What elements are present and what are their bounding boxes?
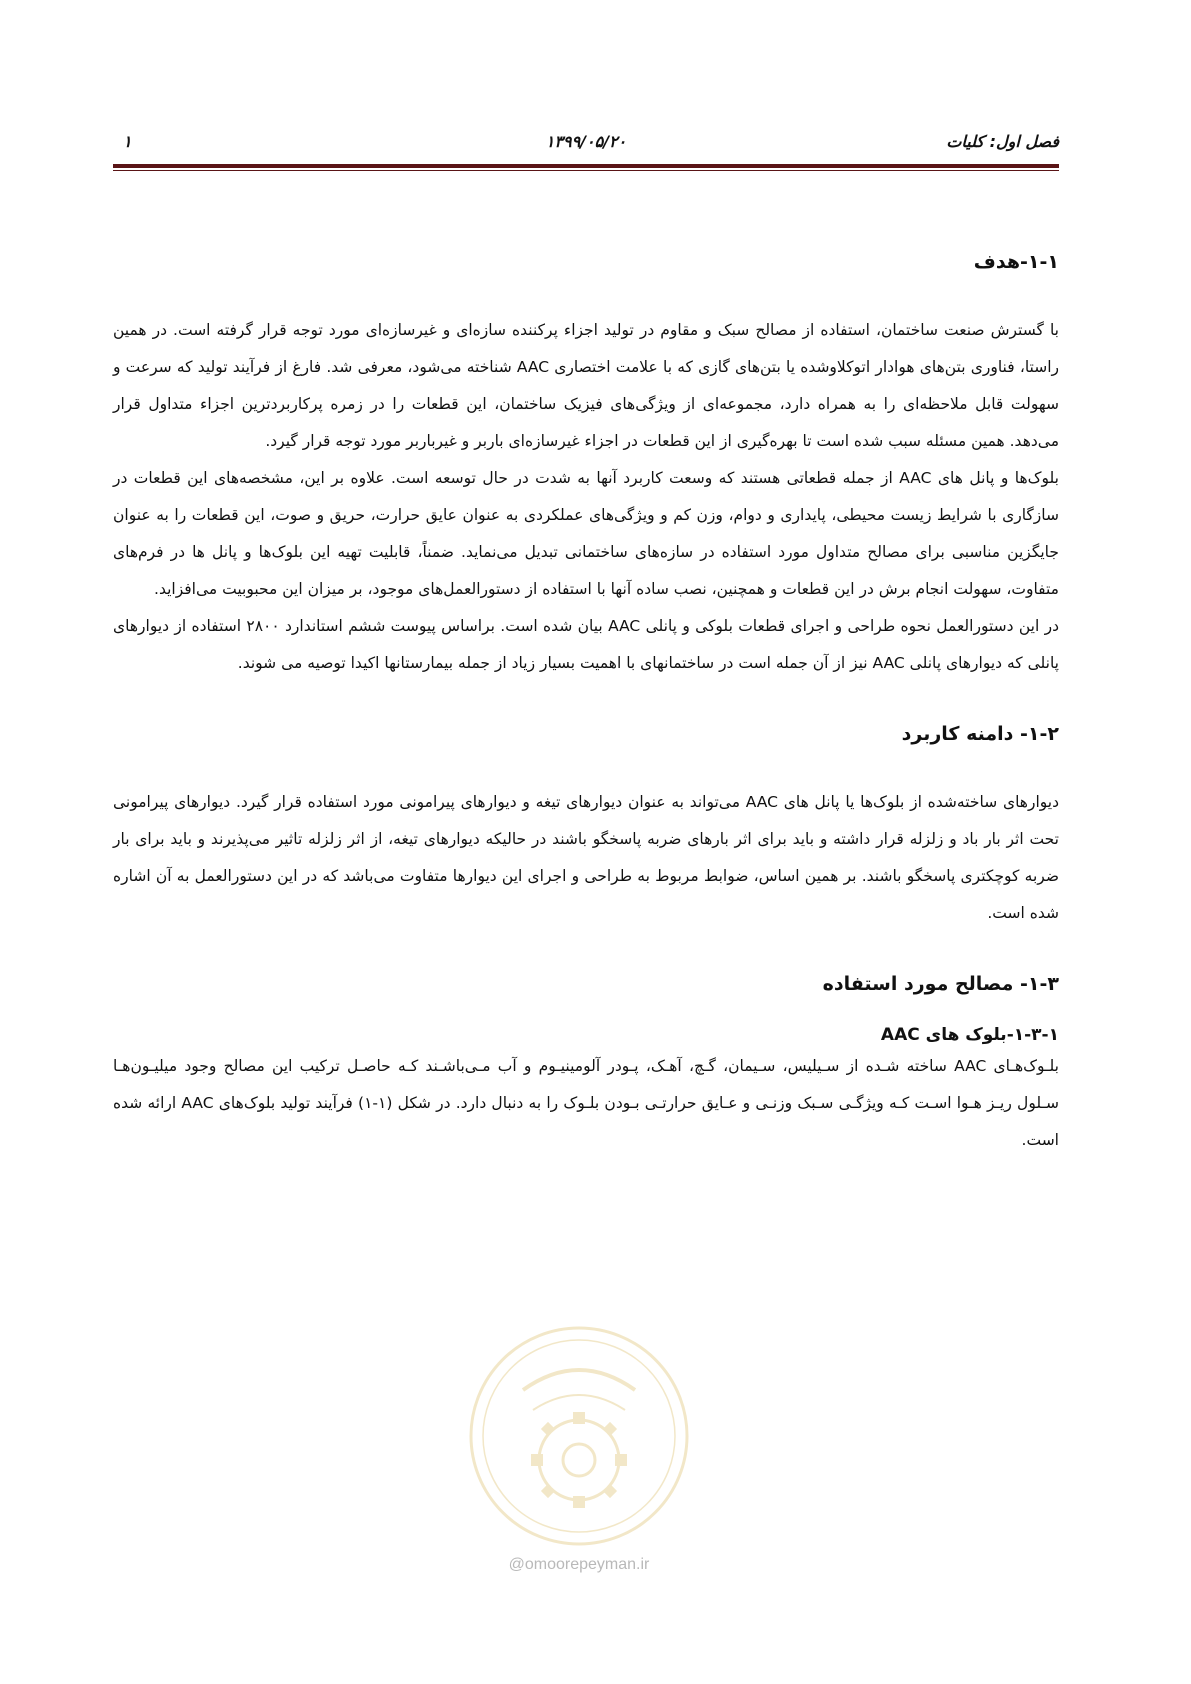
subsection-heading-aac-blocks: ۱-۳-۱-بلوک های AAC [880,1025,1059,1045]
section-heading-materials: ۱-۳- مصالح مورد استفاده [822,973,1059,995]
header-date: ۱۳۹۹/۰۵/۲۰ [545,132,627,151]
section-heading-scope: ۱-۲- دامنه کاربرد [901,723,1059,745]
paragraph: بلـوک‌هـای AAC ساخته شـده از سـیلیس، سـیمان، گـچ، آهـک، پـودر آلومینیـوم و آب مـی‌باشـند کـه حاصـل ترکیب این مصالح وجود میلیـون‌هـا سـلول ریـز هـوا اسـت کـه ویژگـی سـبک وزنـی و عـایق حرارتـی بـودن بلـوک را به دنبال دارد. در شکل (۱-۱) فرآیند تولید بلوک‌های AAC ارائه شده است. [113,1057,1059,1149]
header-rule-thin [113,170,1059,171]
chapter-title: فصل اول: کلیات [946,132,1059,151]
section-heading-goal: ۱-۱-هدف [973,251,1059,273]
page-number: ۱ [123,132,132,151]
paragraph: بلوک‌ها و پانل های AAC از جمله قطعاتی هستند که وسعت کاربرد آنها به شدت در حال توسعه است. علاوه بر این، مشخصه‌های این قطعات در سازگاری با شرایط زیست محیطی، پایداری و دوام، وزن کم و ویژگی‌های عملکردی به عنوان عایق حرارت، حریق و صوت، این قطعات را به عنوان جایگزین مناسبی برای مصالح متداول مورد استفاده در سازه‌های ساختمانی تبدیل می‌نماید. ضمناً، قابلیت تهیه این بلوک‌ها و پانل ها در فرم‌های متفاوت، سهولت انجام برش در این قطعات و همچنین، نصب ساده آنها با استفاده از دستورالعمل‌های موجود، بر میزان این محبوبیت می‌افزاید. [113,469,1059,598]
paragraph: در این دستورالعمل نحوه طراحی و اجرای قطعات بلوکی و پانلی AAC بیان شده است. براساس پیوست ششم استاندارد ۲۸۰۰ استفاده از دیوارهای پانلی که دیوارهای پانلی AAC نیز از آن جمله است در ساختمانهای با اهمیت بسیار زیاد از جمله بیمارستانها اکیدا توصیه می شوند. [113,617,1059,672]
document-body [113,248,1059,1159]
paragraph: با گسترش صنعت ساختمان، استفاده از مصالح سبک و مقاوم در تولید اجزاء پرکننده سازه‌ای و غیرسازه‌ای مورد توجه قرار گرفته است. در همین راستا، فناوری بتن‌های هوادار اتوکلاوشده یا بتن‌های گازی که با علامت اختصاری AAC شناخته می‌شود، معرفی شد. فارغ از فرآیند تولید که سرعت و سهولت قابل ملاحظه‌ای را به همراه دارد، مجموعه‌ای از ویژگی‌های فیزیک ساختمان، این قطعات را در زمره پرکاربردترین اجزاء متداول قرار می‌دهد. همین مسئله سبب شده است تا بهره‌گیری از این قطعات در اجزاء غیرسازه‌ای باربر و غیرباربر مورد توجه قرار گیرد. [113,321,1059,450]
watermark-site: @omoorepeyman.ir [508,1556,650,1573]
running-header [113,126,1059,156]
paragraph: دیوارهای ساخته‌شده از بلوک‌ها یا پانل های AAC می‌تواند به عنوان دیوارهای تیغه و دیوارهای پیرامونی مورد استفاده قرار گیرد. دیوارهای پیرامونی تحت اثر بار باد و زلزله قرار داشته و باید برای اثر بارهای ضربه پاسخگو باشند در حالیکه دیوارهای تیغه، از اثر زلزله تاثیر می‌پذیرند و باید برای بار ضربه کوچکتری پاسخگو باشند. بر همین اساس، ضوابط مربوط به طراحی و اجرای این دیوارها متفاوت می‌باشد که در این دستورالعمل به آن اشاره شده است. [113,793,1059,922]
publisher-seal-watermark [463,1320,695,1552]
header-rule-thick [113,164,1059,168]
